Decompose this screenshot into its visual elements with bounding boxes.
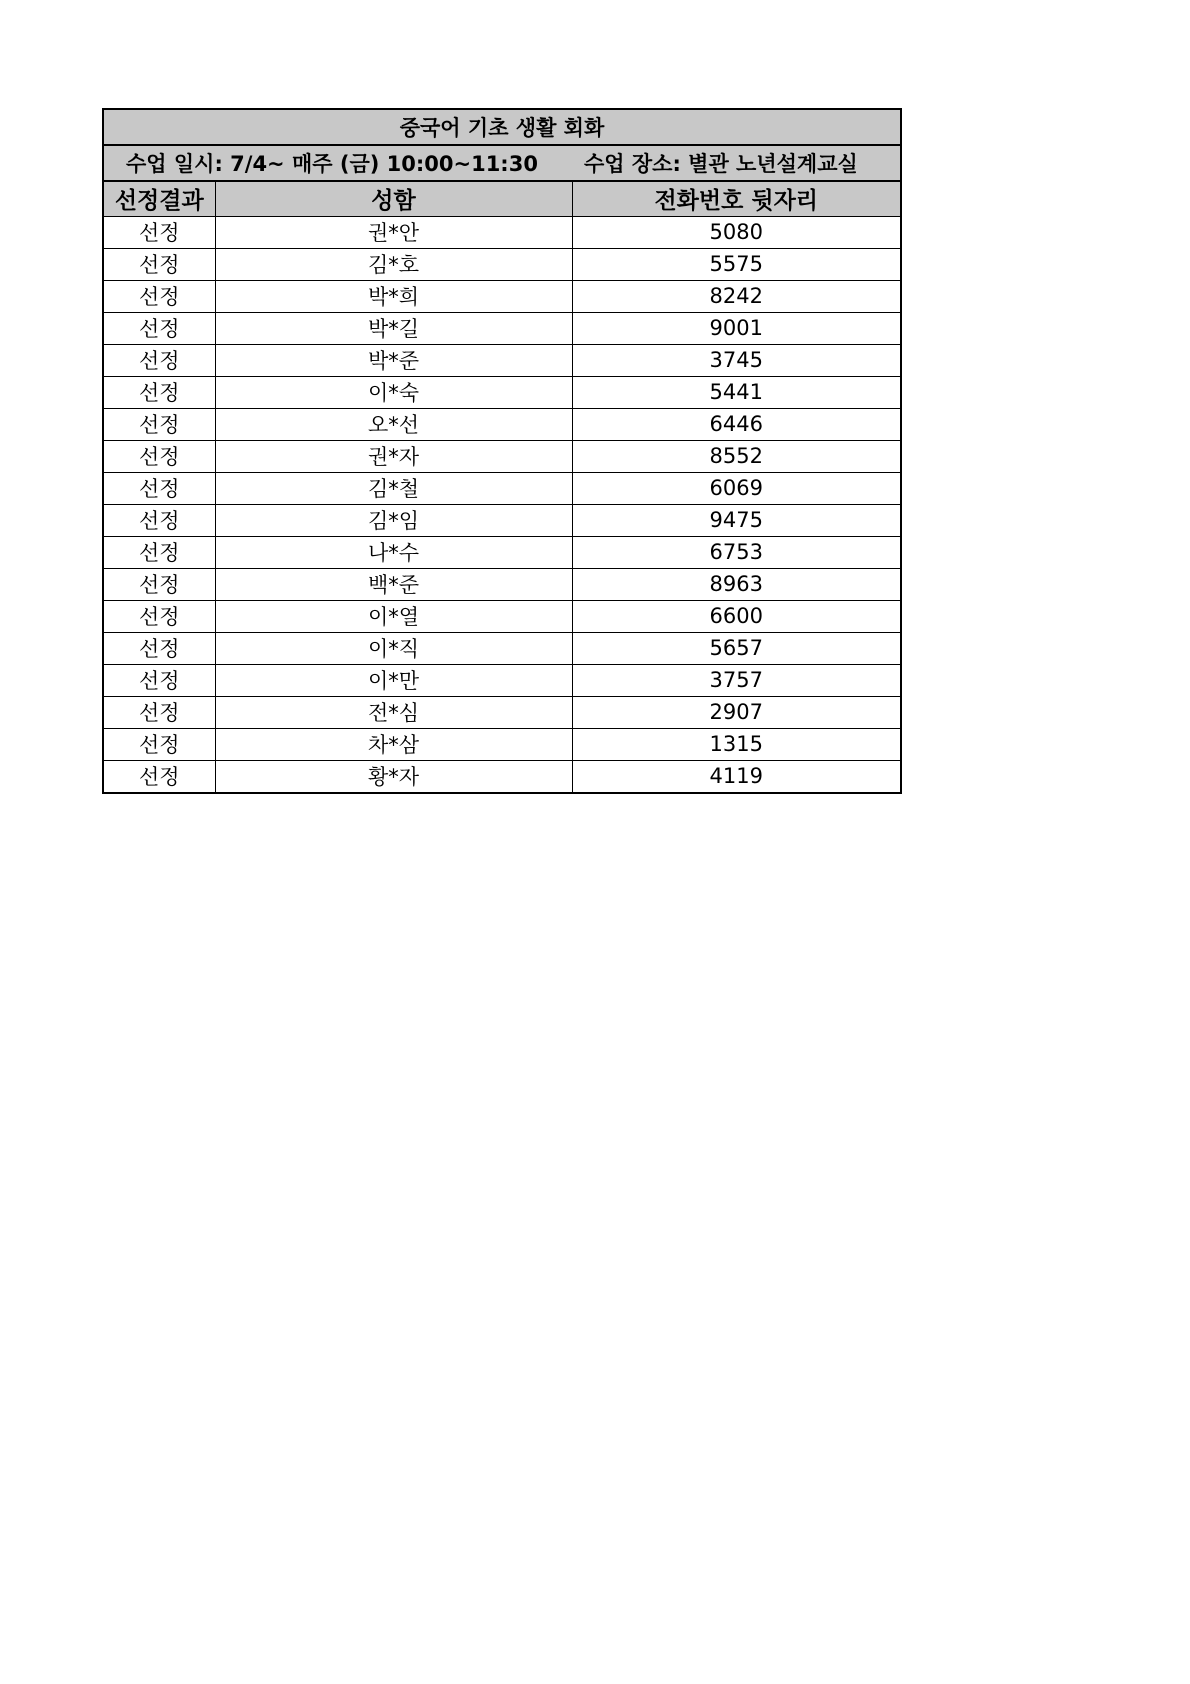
cell-phone-last-digits: 5657: [572, 632, 900, 664]
cell-result: 선정: [104, 600, 215, 632]
table-row: [104, 472, 900, 504]
cell-result: 선정: [104, 216, 215, 248]
cell-result: 선정: [104, 344, 215, 376]
cell-name: 권*안: [215, 216, 572, 248]
table-row: [104, 280, 900, 312]
cell-name: 김*호: [215, 248, 572, 280]
cell-phone-last-digits: 6753: [572, 536, 900, 568]
class-location: 수업 장소: 별관 노년설계교실: [584, 152, 858, 176]
selection-results-sheet: [102, 108, 902, 794]
table-row: [104, 568, 900, 600]
cell-phone-last-digits: 8552: [572, 440, 900, 472]
table-row: [104, 344, 900, 376]
cell-result: 선정: [104, 536, 215, 568]
table-row: [104, 696, 900, 728]
cell-name: 이*직: [215, 632, 572, 664]
cell-name: 박*희: [215, 280, 572, 312]
table-header-row: [104, 182, 900, 216]
table-row: [104, 728, 900, 760]
cell-name: 오*선: [215, 408, 572, 440]
cell-phone-last-digits: 5080: [572, 216, 900, 248]
cell-phone-last-digits: 2907: [572, 696, 900, 728]
sheet-title: 중국어 기초 생활 회화: [104, 110, 900, 146]
cell-phone-last-digits: 6069: [572, 472, 900, 504]
cell-result: 선정: [104, 760, 215, 792]
cell-phone-last-digits: 1315: [572, 728, 900, 760]
column-header-result: 선정결과: [104, 182, 215, 216]
table-row: [104, 664, 900, 696]
table-row: [104, 248, 900, 280]
cell-name: 차*삼: [215, 728, 572, 760]
table-row: [104, 760, 900, 792]
cell-phone-last-digits: 5575: [572, 248, 900, 280]
cell-name: 나*수: [215, 536, 572, 568]
cell-phone-last-digits: 6600: [572, 600, 900, 632]
cell-result: 선정: [104, 504, 215, 536]
class-schedule: 수업 일시: 7/4~ 매주 (금) 10:00~11:30: [126, 152, 538, 176]
class-info-row: [104, 146, 900, 182]
cell-name: 권*자: [215, 440, 572, 472]
cell-result: 선정: [104, 440, 215, 472]
table-row: [104, 504, 900, 536]
cell-phone-last-digits: 8242: [572, 280, 900, 312]
cell-name: 이*숙: [215, 376, 572, 408]
cell-result: 선정: [104, 312, 215, 344]
cell-result: 선정: [104, 472, 215, 504]
cell-result: 선정: [104, 632, 215, 664]
cell-result: 선정: [104, 248, 215, 280]
table-body: [104, 216, 900, 792]
table-row: [104, 216, 900, 248]
cell-phone-last-digits: 9475: [572, 504, 900, 536]
table-row: [104, 632, 900, 664]
cell-result: 선정: [104, 664, 215, 696]
cell-name: 백*준: [215, 568, 572, 600]
table-row: [104, 440, 900, 472]
table-row: [104, 376, 900, 408]
column-header-phone: 전화번호 뒷자리: [572, 182, 900, 216]
cell-result: 선정: [104, 280, 215, 312]
cell-result: 선정: [104, 376, 215, 408]
cell-phone-last-digits: 9001: [572, 312, 900, 344]
cell-name: 박*준: [215, 344, 572, 376]
cell-phone-last-digits: 3745: [572, 344, 900, 376]
table-row: [104, 536, 900, 568]
cell-name: 전*심: [215, 696, 572, 728]
cell-result: 선정: [104, 568, 215, 600]
cell-name: 이*열: [215, 600, 572, 632]
cell-name: 김*임: [215, 504, 572, 536]
cell-phone-last-digits: 5441: [572, 376, 900, 408]
results-table: [104, 182, 900, 792]
cell-name: 이*만: [215, 664, 572, 696]
cell-phone-last-digits: 8963: [572, 568, 900, 600]
cell-result: 선정: [104, 696, 215, 728]
table-row: [104, 312, 900, 344]
cell-phone-last-digits: 4119: [572, 760, 900, 792]
cell-name: 황*자: [215, 760, 572, 792]
cell-phone-last-digits: 6446: [572, 408, 900, 440]
table-row: [104, 600, 900, 632]
cell-result: 선정: [104, 728, 215, 760]
cell-name: 김*철: [215, 472, 572, 504]
cell-name: 박*길: [215, 312, 572, 344]
table-row: [104, 408, 900, 440]
column-header-name: 성함: [215, 182, 572, 216]
cell-phone-last-digits: 3757: [572, 664, 900, 696]
cell-result: 선정: [104, 408, 215, 440]
